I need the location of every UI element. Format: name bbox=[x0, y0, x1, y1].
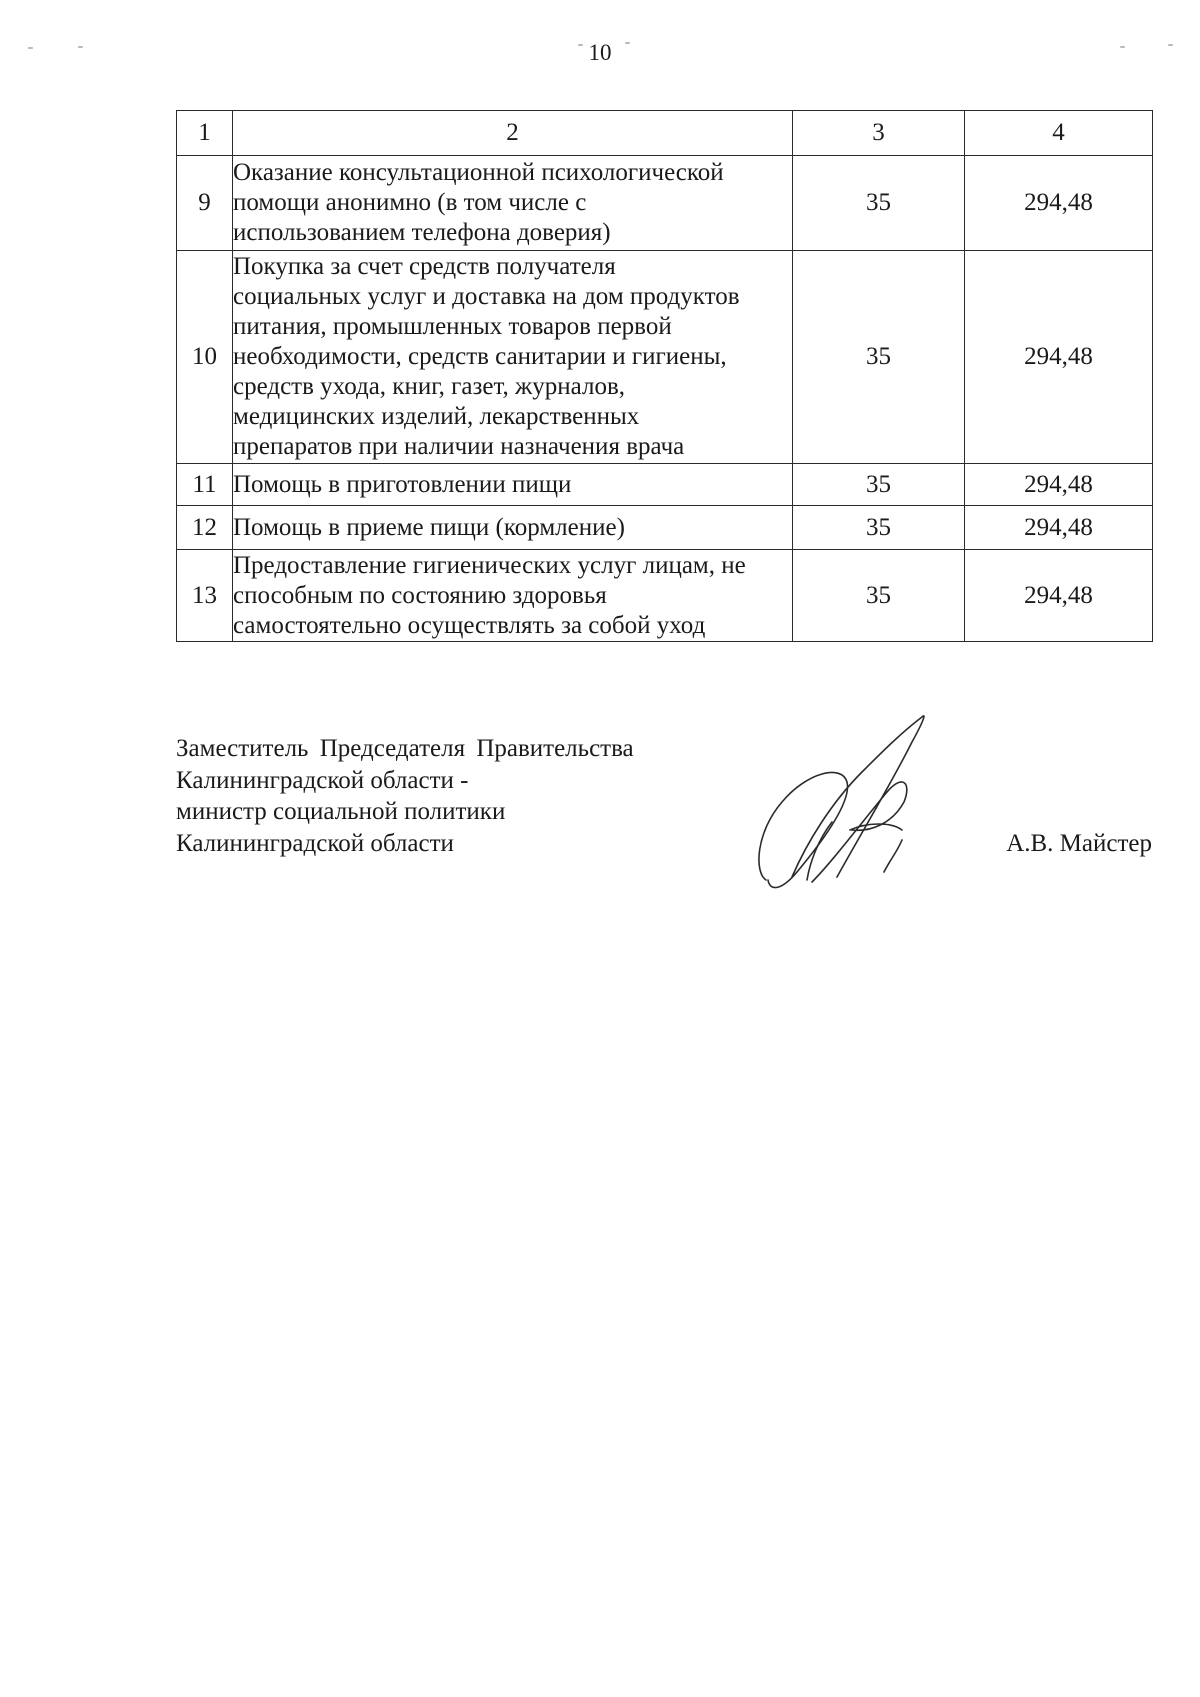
description-line: Помощь в приеме пищи (кормление) bbox=[233, 513, 625, 541]
service-price: 294,48 bbox=[965, 464, 1153, 506]
services-table bbox=[176, 110, 1153, 642]
table-row bbox=[177, 506, 1153, 550]
scan-speck bbox=[28, 47, 33, 49]
description-line: Покупка за счет средств получателя bbox=[233, 253, 616, 280]
column-header-2: 2 bbox=[233, 111, 793, 156]
scan-speck bbox=[78, 46, 83, 48]
description-line: средств ухода, книг, газет, журналов, bbox=[233, 373, 626, 400]
position-line: Заместитель Председателя Правительства bbox=[176, 735, 634, 762]
service-description bbox=[233, 251, 793, 464]
description-line: социальных услуг и доставка на дом продуктов bbox=[233, 283, 740, 310]
service-price: 294,48 bbox=[965, 506, 1153, 550]
service-quantity: 35 bbox=[793, 506, 965, 550]
row-number: 9 bbox=[177, 156, 233, 251]
row-number: 13 bbox=[177, 550, 233, 642]
description-line: медицинских изделий, лекарственных bbox=[233, 403, 640, 430]
description-line: способным по состоянию здоровья bbox=[233, 581, 607, 609]
table-row bbox=[177, 156, 1153, 251]
scan-speck bbox=[1120, 46, 1125, 48]
service-description bbox=[233, 506, 793, 550]
signer-name: А.В. Майстер bbox=[1006, 830, 1152, 857]
table-row bbox=[177, 251, 1153, 464]
description-line: Помощь в приготовлении пищи bbox=[233, 470, 572, 498]
service-description bbox=[233, 156, 793, 251]
service-price: 294,48 bbox=[965, 156, 1153, 251]
service-description bbox=[233, 464, 793, 506]
row-number: 11 bbox=[177, 464, 233, 506]
position-line: министр социальной политики bbox=[176, 798, 506, 825]
signatory-position bbox=[176, 733, 634, 859]
page-number-text: 10 bbox=[588, 40, 612, 65]
service-quantity: 35 bbox=[793, 550, 965, 642]
table-header-row bbox=[177, 111, 1153, 156]
service-price: 294,48 bbox=[965, 251, 1153, 464]
description-line: питания, промышленных товаров первой bbox=[233, 313, 672, 340]
page-number bbox=[65, 40, 1135, 66]
column-header-1: 1 bbox=[177, 111, 233, 156]
table-row bbox=[177, 550, 1153, 642]
services-table-wrapper bbox=[176, 110, 1152, 642]
scan-speck bbox=[625, 42, 630, 44]
table-row bbox=[177, 464, 1153, 506]
column-header-4: 4 bbox=[965, 111, 1153, 156]
scan-speck bbox=[1168, 44, 1173, 46]
description-line: использованием телефона доверия) bbox=[233, 219, 611, 246]
column-header-3: 3 bbox=[793, 111, 965, 156]
position-line: Калининградской области - bbox=[176, 766, 469, 794]
scan-speck bbox=[578, 44, 583, 46]
row-number: 12 bbox=[177, 506, 233, 550]
description-line: помощи анонимно (в том числе с bbox=[233, 189, 587, 216]
description-line: Оказание консультационной психологической bbox=[233, 159, 724, 186]
description-line: препаратов при наличии назначения врача bbox=[233, 433, 685, 460]
service-quantity: 35 bbox=[793, 251, 965, 464]
service-quantity: 35 bbox=[793, 464, 965, 506]
service-price: 294,48 bbox=[965, 550, 1153, 642]
position-line: Калининградской области bbox=[176, 829, 454, 857]
row-number: 10 bbox=[177, 251, 233, 464]
handwritten-signature bbox=[752, 712, 942, 897]
description-line: Предоставление гигиенических услуг лицам, не bbox=[233, 551, 746, 579]
description-line: необходимости, средств санитарии и гигиены, bbox=[233, 343, 727, 370]
service-quantity: 35 bbox=[793, 156, 965, 251]
service-description bbox=[233, 550, 793, 642]
description-line: самостоятельно осуществлять за собой уход bbox=[233, 611, 706, 639]
